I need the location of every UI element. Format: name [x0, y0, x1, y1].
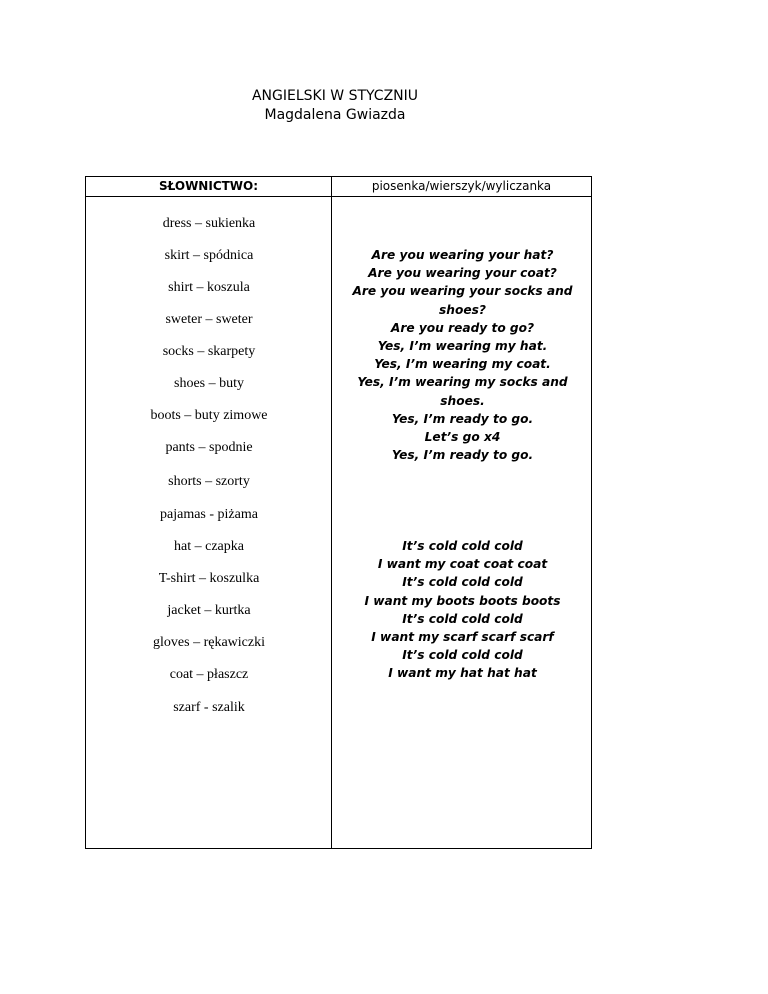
lyric-line: I want my hat hat hat — [388, 666, 537, 681]
lyric-line: Yes, I’m wearing my socks and — [357, 375, 568, 390]
vocab-item: dress – sukienka — [162, 216, 256, 231]
lyric-line: Are you wearing your hat? — [371, 248, 554, 262]
vocab-item: skirt – spódnica — [164, 248, 254, 263]
vocab-item: T-shirt – koszulka — [158, 571, 260, 586]
vocabulary-table — [85, 176, 592, 849]
lyric-line: Yes, I’m ready to go. — [391, 411, 534, 426]
lyric-line: It’s cold cold cold — [402, 611, 523, 626]
vocab-item: boots – buty zimowe — [150, 408, 268, 423]
lyric-line: Are you wearing your coat? — [368, 266, 557, 281]
document-title: ANGIELSKI W STYCZNIU — [251, 88, 419, 104]
lyric-line: shoes? — [439, 302, 486, 317]
lyric-line: Yes, I’m ready to go. — [391, 448, 534, 463]
song-wearing — [332, 246, 593, 464]
vocab-item: coat – płaszcz — [169, 667, 249, 682]
vocab-item: shoes – buty — [174, 376, 244, 391]
vocab-item: szarf - szalik — [173, 700, 245, 715]
vocab-item: sweter – sweter — [165, 312, 253, 327]
vocab-item: shirt – koszula — [168, 280, 250, 295]
vocab-item: shorts – szorty — [168, 474, 250, 489]
author-name: Magdalena Gwiazda — [264, 107, 406, 123]
vocabulary-cell — [86, 197, 332, 849]
vocabulary-header: SŁOWNICTWO: — [86, 177, 332, 197]
lyric-line: I want my coat coat coat — [377, 557, 548, 572]
vocab-item: gloves – rękawiczki — [153, 635, 265, 650]
table-body-row — [86, 197, 592, 849]
lyric-line: I want my boots boots boots — [364, 593, 561, 608]
lyric-line: It’s cold cold cold — [402, 539, 523, 553]
lyric-line: Yes, I’m wearing my hat. — [377, 339, 548, 354]
vocab-item: socks – skarpety — [162, 344, 256, 359]
vocab-item: jacket – kurtka — [167, 603, 251, 618]
song-cell — [332, 197, 592, 849]
lyric-line: Let’s go x4 — [424, 430, 501, 445]
lyric-line: Are you wearing your socks and — [352, 284, 573, 299]
song-header: piosenka/wierszyk/wyliczanka — [332, 177, 592, 197]
table-header-row — [86, 177, 592, 197]
lyric-line: Are you ready to go? — [390, 320, 535, 335]
song-cold — [332, 537, 593, 683]
lyric-line: Yes, I’m wearing my coat. — [374, 357, 551, 372]
vocab-item: pants – spodnie — [165, 440, 253, 455]
lyric-line: It’s cold cold cold — [402, 575, 523, 590]
vocab-item: hat – czapka — [174, 539, 244, 554]
vocab-item: pajamas - piżama — [160, 507, 258, 522]
lyric-line: It’s cold cold cold — [402, 648, 523, 663]
lyric-line: I want my scarf scarf scarf — [371, 630, 554, 645]
lyric-line: shoes. — [440, 393, 485, 408]
